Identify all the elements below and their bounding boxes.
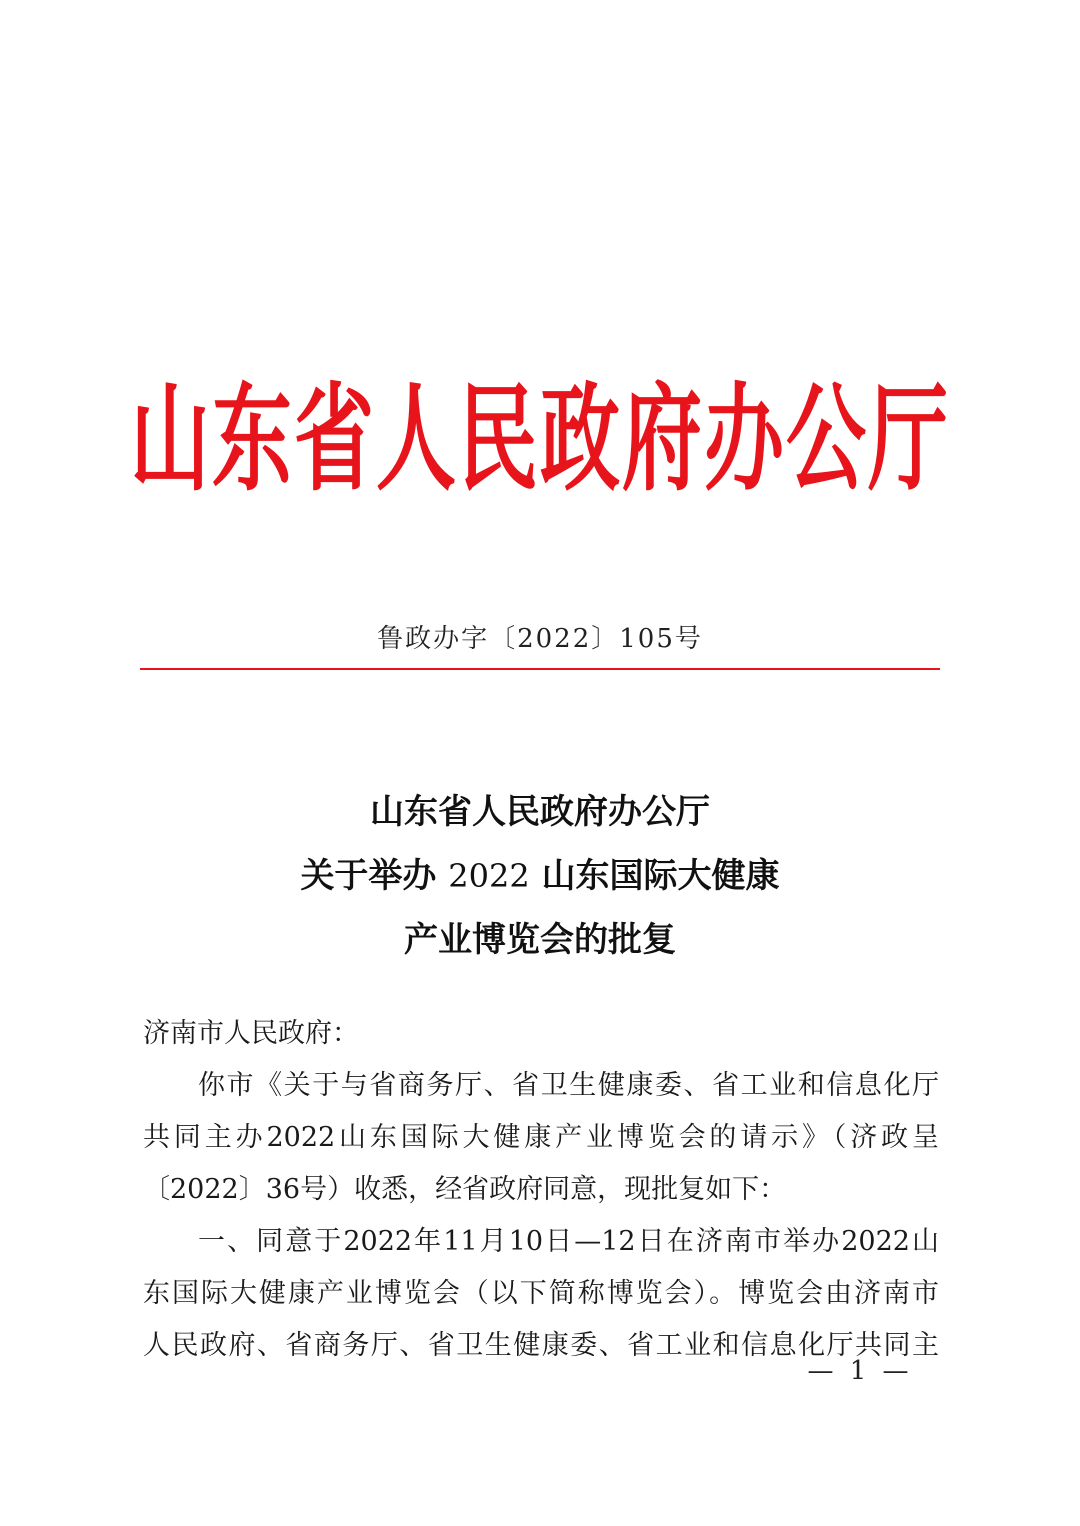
title-line-2-year: 2022 (448, 857, 530, 895)
body-line: 东国际大健康产业博览会（以下简称博览会）。博览会由济南市 (143, 1278, 939, 1309)
title-line-2 (140, 844, 940, 908)
title-line-3: 产业博览会的批复 (404, 920, 676, 960)
document-title (140, 780, 940, 972)
salutation: 济南市人民政府： (143, 1018, 359, 1049)
title-line-1: 山东省人民政府办公厅 (370, 792, 710, 832)
red-divider-line (140, 668, 940, 670)
masthead-red-header: 山东省人民政府办公厅 (130, 370, 950, 506)
page-number: — 1 — (807, 1356, 913, 1386)
body-line: 〔2022〕36号）收悉，经省政府同意，现批复如下： (143, 1174, 787, 1205)
title-line-2-suffix: 山东国际大健康 (541, 856, 780, 896)
title-line-2-prefix: 关于举办 (300, 856, 437, 896)
body-line: 人民政府、省商务厅、省卫生健康委、省工业和信息化厅共同主 (143, 1330, 939, 1361)
body-line: 你市《关于与省商务厅、省卫生健康委、省工业和信息化厅 (198, 1070, 939, 1101)
body-line: 共同主办2022山东国际大健康产业博览会的请示》（济政呈 (143, 1122, 939, 1153)
body-line: 一、同意于2022年11月10日—12日在济南市举办2022山 (198, 1226, 939, 1257)
document-body (143, 1008, 939, 1372)
document-number: 鲁政办字〔2022〕105号 (377, 624, 703, 654)
